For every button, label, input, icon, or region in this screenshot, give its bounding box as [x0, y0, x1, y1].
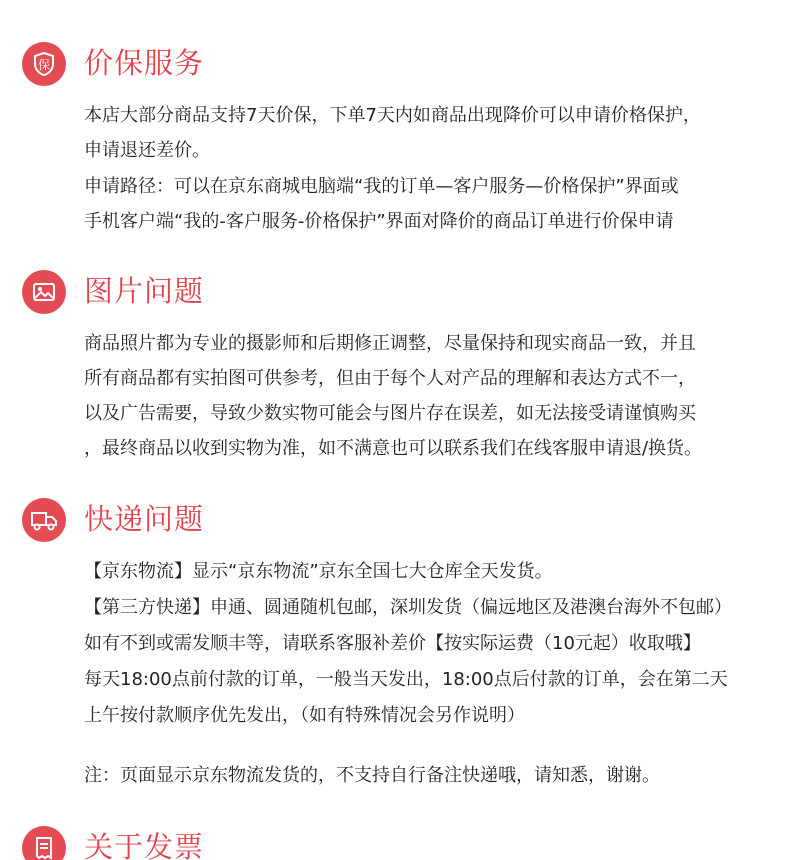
paragraph-line: 商品照片都为专业的摄影师和后期修正调整，尽量保持和现实商品一致，并且	[84, 333, 696, 354]
paragraph-line: 以及广告需要，导致少数实物可能会与图片存在误差，如无法接受请谨慎购买	[84, 403, 696, 424]
paragraph-line: 本店大部分商品支持7天价保，下单7天内如商品出现降价可以申请价格保护，	[84, 105, 701, 126]
note-line: 注：页面显示京东物流发货的，不支持自行备注快递哦，请知悉，谢谢。	[84, 765, 660, 786]
section-title: 图片问题	[84, 274, 205, 308]
paragraph-line: ，最终商品以收到实物为准，如不满意也可以联系我们在线客服申请退/换货。	[84, 438, 703, 459]
shield-icon	[22, 42, 66, 86]
paragraph-line: 上午按付款顺序优先发出，（如有特殊情况会另作说明）	[84, 705, 525, 726]
receipt-icon	[22, 826, 66, 860]
picture-icon	[22, 270, 66, 314]
svg-text:保: 保	[37, 58, 51, 72]
paragraph-line: 申请路径：可以在京东商城电脑端“我的订单—客户服务—价格保护”界面或	[84, 176, 679, 197]
paragraph-line: 【第三方快递】申通、圆通随机包邮，深圳发货（偏远地区及港澳台海外不包邮）	[84, 597, 732, 618]
section-header	[0, 826, 790, 860]
section-invoice	[0, 826, 790, 860]
section-price-protection	[0, 42, 790, 232]
section-header	[0, 42, 790, 98]
section-header	[0, 498, 790, 554]
section-picture-issues	[0, 270, 790, 459]
paragraph-line: 如有不到或需发顺丰等，请联系客服补差价【按实际运费（10元起）收取哦】	[84, 633, 701, 654]
section-title: 快递问题	[84, 502, 205, 536]
section-delivery-issues	[0, 498, 790, 786]
paragraph-line: 申请退还差价。	[84, 140, 210, 161]
truck-icon	[22, 498, 66, 542]
section-header	[0, 270, 790, 326]
section-title: 价保服务	[84, 46, 205, 80]
paragraph-line: 手机客户端“我的-客户服务-价格保护”界面对降价的商品订单进行价保申请	[84, 211, 674, 232]
paragraph-line: 【京东物流】显示“京东物流”京东全国七大仓库全天发货。	[84, 561, 553, 582]
paragraph-line: 所有商品都有实拍图可供参考，但由于每个人对产品的理解和表达方式不一，	[84, 368, 696, 389]
section-title: 关于发票	[84, 830, 205, 860]
paragraph-line: 每天18:00点前付款的订单，一般当天发出，18:00点后付款的订单，会在第二天	[84, 669, 728, 690]
